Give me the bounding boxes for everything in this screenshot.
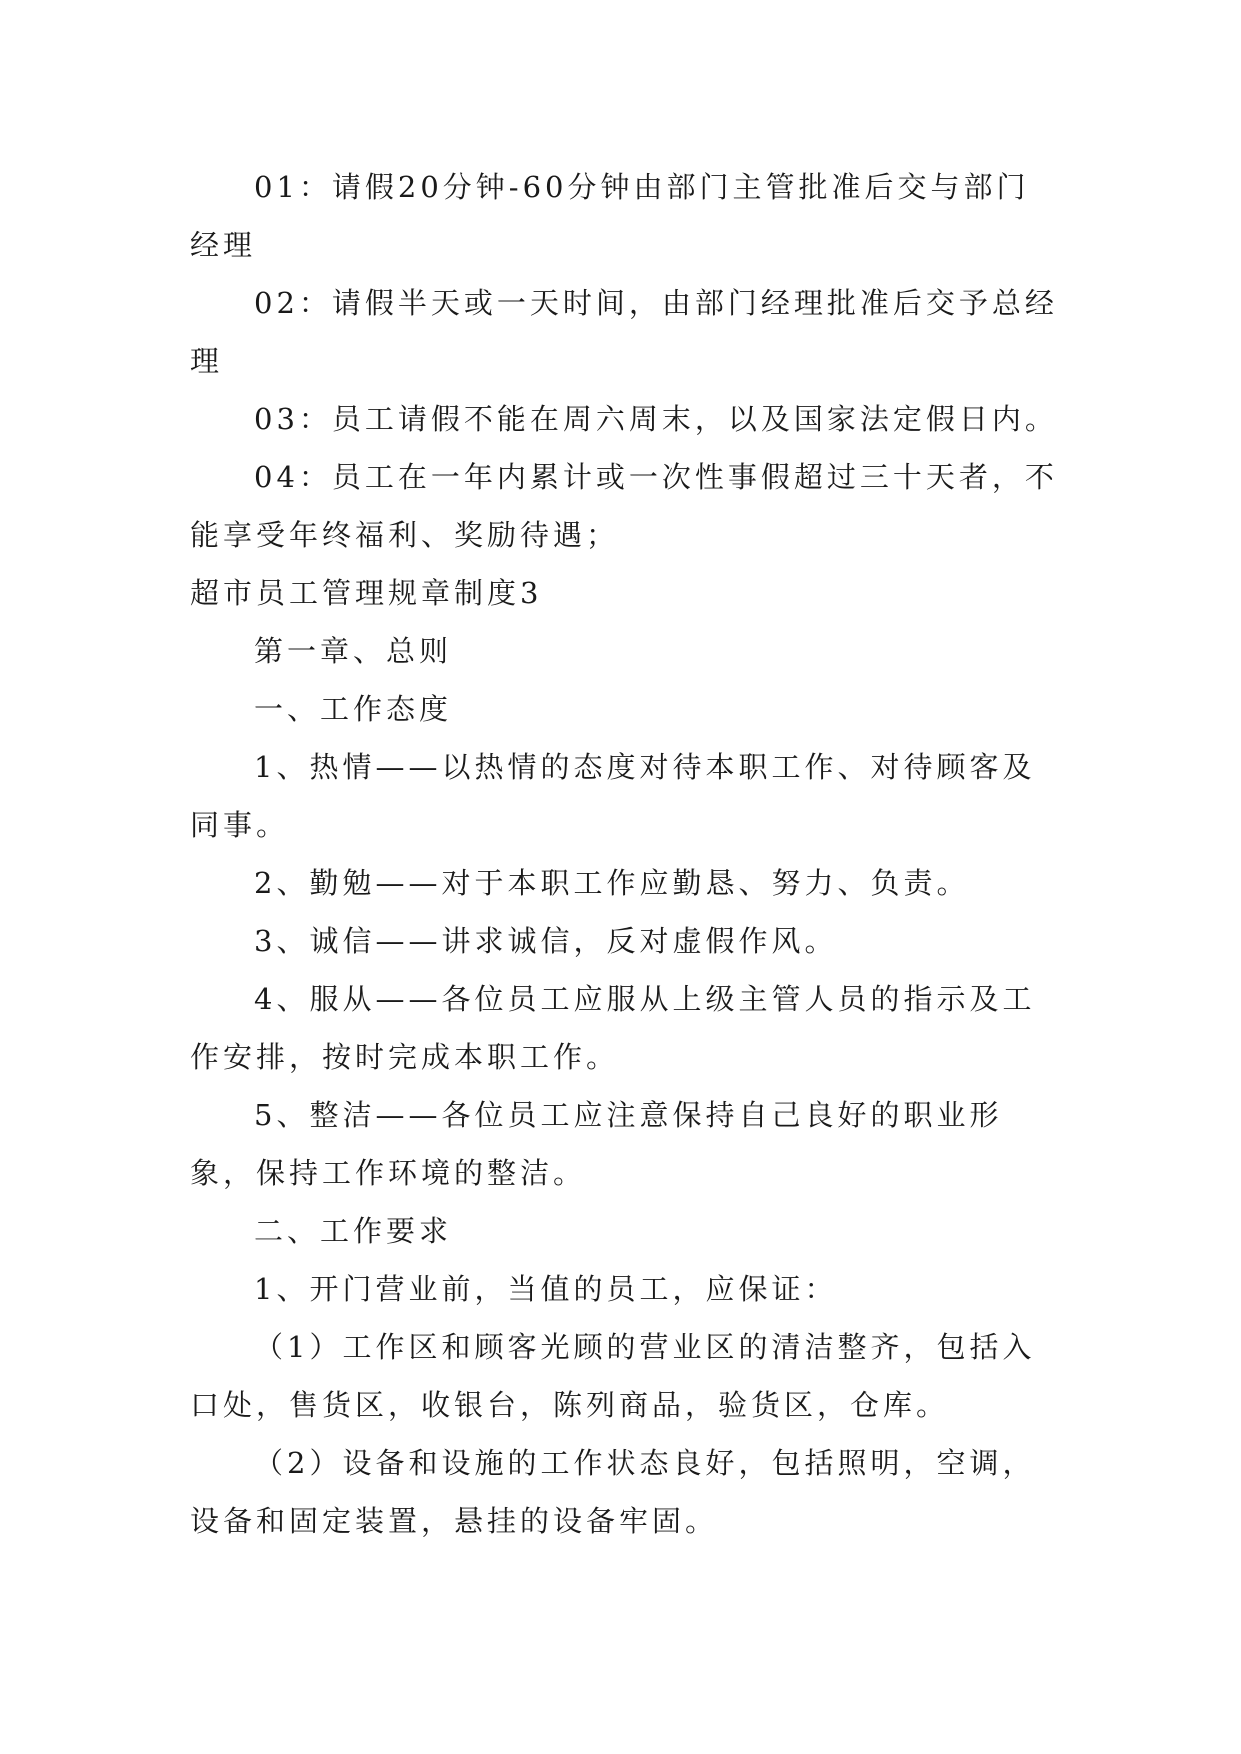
paragraph-attitude-3: 3、诚信——讲求诚信，反对虚假作风。 — [254, 924, 838, 958]
paragraph-requirement-1-item-1: （1）工作区和顾客光顾的营业区的清洁整齐，包括入口处，售货区，收银台，陈列商品，验货区，仓库。 — [190, 1330, 1036, 1422]
paragraph-requirement-1: 1、开门营业前，当值的员工，应保证： — [254, 1272, 838, 1306]
chapter-heading: 第一章、总则 — [254, 634, 453, 668]
paragraph-leave-rule-02: 02：请假半天或一天时间，由部门经理批准后交予总经理 — [190, 286, 1058, 378]
subsection-heading-work-attitude: 一、工作态度 — [254, 692, 453, 726]
paragraph-leave-rule-03: 03：员工请假不能在周六周末，以及国家法定假日内。 — [254, 402, 1058, 436]
subsection-heading-work-requirements: 二、工作要求 — [254, 1214, 453, 1248]
section-heading: 超市员工管理规章制度3 — [190, 576, 543, 610]
paragraph-attitude-5: 5、整洁——各位员工应注意保持自己良好的职业形象，保持工作环境的整洁。 — [190, 1098, 1003, 1190]
paragraph-requirement-1-item-2: （2）设备和设施的工作状态良好，包括照明，空调，设备和固定装置，悬挂的设备牢固。 — [190, 1446, 1036, 1538]
paragraph-attitude-2: 2、勤勉——对于本职工作应勤恳、努力、负责。 — [254, 866, 970, 900]
paragraph-leave-rule-01: 01：请假20分钟-60分钟由部门主管批准后交与部门经理 — [190, 170, 1030, 262]
paragraph-attitude-4: 4、服从——各位员工应服从上级主管人员的指示及工作安排，按时完成本职工作。 — [190, 982, 1036, 1074]
paragraph-leave-rule-04: 04：员工在一年内累计或一次性事假超过三十天者，不能享受年终福利、奖励待遇； — [190, 460, 1058, 552]
document-body — [190, 158, 1060, 1550]
paragraph-attitude-1: 1、热情——以热情的态度对待本职工作、对待顾客及同事。 — [190, 750, 1036, 842]
